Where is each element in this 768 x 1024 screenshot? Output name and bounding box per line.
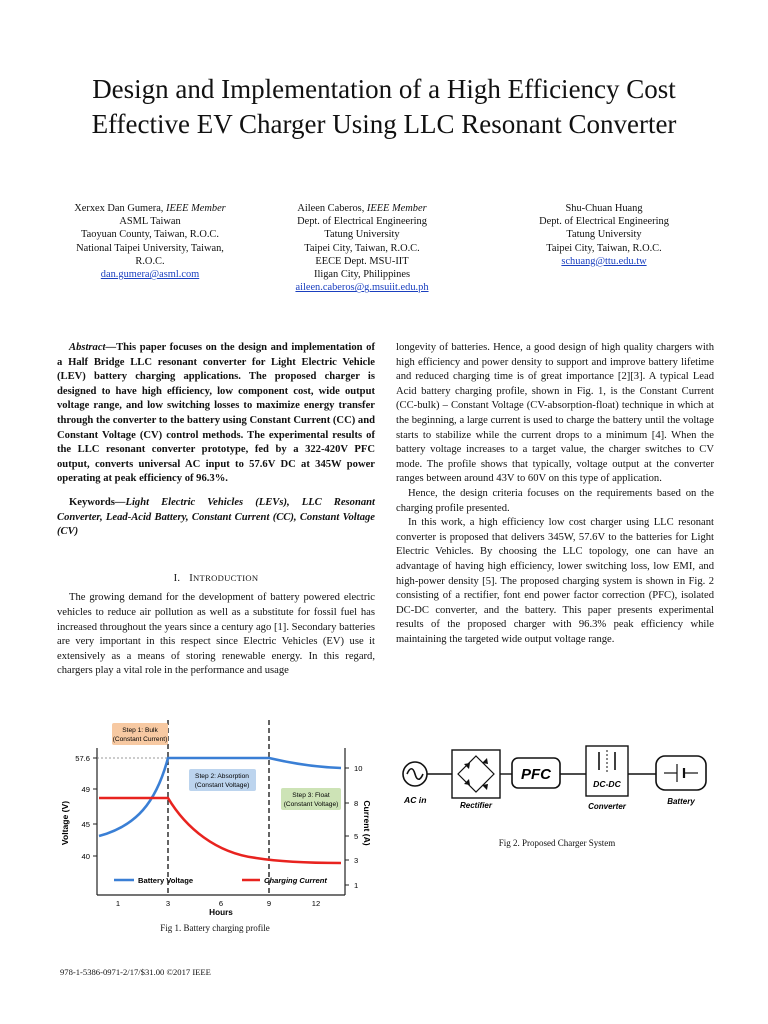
abstract-label: Abstract [69,342,106,353]
step-3-sublabel: (Constant Voltage) [283,801,339,808]
left-tick-label: 45 [81,820,90,829]
author-1 [50,202,250,281]
abstract [57,341,375,487]
battery-label: Battery [667,797,695,806]
diode-icon [464,758,488,790]
right-tick-label: 8 [354,799,359,808]
sine-wave-icon [407,769,423,780]
body-paragraph: longevity of batteries. Hence, a good design of high quality chargers with high efficiency and power density to support and improve battery lifetime and reduced charging time is of great importance [2][3]. A typical Lead Acid battery charging profile, shown in Fig. 1, is the Constant Current (CC-bulk) – Constant Voltage (CV-absorption-float) technique in which at the beginning, a large current is used to charge the battery until the voltage starts to stabilize while the current drops to a minimum [4]. When the battery voltage increases to a target value, the charger switches to CV mode. The profile shows that typically, voltage output at the converter ranges between around 43V to 60V on this type of application. [396,342,714,485]
affiliation-line: Iligan City, Philippines [313,269,411,281]
step-3-label: Step 3: Float [292,792,330,799]
intro-paragraph: The growing demand for the development of battery powered electric vehicles to reduce air pollution as well as a substitute for fossil fuel has increased throughout the years since a century ago [1]. Secondary batteries are very important in this respect since Electric Vehicles (EV) use it extensively as a means of storing renewable energy. In this regard, chargers play a vital role in the performance and usage [57,592,375,677]
affiliation-line: EECE Dept. MSU-IIT [315,255,409,267]
author-email-link[interactable]: schuang@ttu.edu.tw [561,255,647,267]
affiliation-line: Taipei City, Taiwan, R.O.C. [546,242,662,254]
figure-2-caption: Fig 2. Proposed Charger System [498,838,616,848]
ac-in-label: AC in [404,795,427,805]
figure-2-charger-system [398,740,716,814]
pfc-label: PFC [521,766,551,783]
left-tick-label: 49 [81,785,90,794]
author-2 [262,202,462,294]
right-tick-label: 5 [354,832,359,841]
author-email-link[interactable]: aileen.caberos@g.msuiit.edu.ph [295,282,429,294]
figure-1-caption: Fig 1. Battery charging profile [160,923,270,933]
legend-current-label: Charging Current [264,876,327,885]
author-3 [504,202,704,268]
affiliation-line: Taoyuan County, Taiwan, R.O.C. [81,229,219,241]
affiliation-line: ASML Taiwan [119,216,181,228]
step-2-sublabel: (Constant Voltage) [194,782,250,789]
diode-bridge-icon [458,756,494,792]
legend-voltage-label: Battery Voltage [138,876,194,885]
right-column [396,341,714,647]
left-tick-labels [75,754,97,861]
abstract-text: —This paper focuses on the design and implementation of a Half Bridge LLC resonant converter for Light Electric Vehicle (LEV) battery charging applications. The proposed charger is designed to have high efficiency, low component cost, wide output voltage range, and low switching losses to maximize energy transfer through the converter to the battery using Constant Current (CC) and Constant Voltage (CV) control methods. The experimental results of the LLC resonant converter prototype, fed by a 322-420V PFC output, converts universal AC input to 57.6V DC at 345W power operating at peak efficiency of 96.3%. [57,342,375,485]
right-tick-labels [345,764,362,890]
left-axis-label: Voltage (V) [60,800,70,846]
x-tick-label: 1 [115,899,121,908]
x-tick-label: 6 [218,899,224,908]
x-tick-labels [116,899,320,908]
affiliation-line: Taipei City, Taiwan, R.O.C. [304,242,420,254]
copyright-footer: 978-1-5386-0971-2/17/$31.00 ©2017 IEEE [60,967,211,977]
rectifier-label: Rectifier [459,801,493,810]
step-2-label: Step 2: Absorption [195,773,249,780]
keywords-label: Keywords [69,496,115,508]
left-tick-label: 57.6 [75,754,90,763]
right-tick-label: 10 [354,764,363,773]
step-1-sublabel: (Constant Current) [112,736,168,743]
right-tick-label: 3 [354,856,359,865]
affiliation-line: National Taipei University, Taiwan, [76,242,224,254]
dcdc-label: DC-DC [593,779,621,789]
right-axis-label: Current (A) [362,800,372,846]
affiliation-line: Dept. of Electrical Engineering [539,216,669,228]
body-paragraph: Hence, the design criteria focuses on the requirements based on the charging profile presented. [396,487,714,514]
author-name: Shu-Chuan Huang [565,203,643,214]
x-tick-label: 9 [266,899,272,908]
battery-block [656,756,706,790]
author-email-link[interactable]: dan.gumera@asml.com [100,269,200,281]
left-column [57,341,375,679]
rectifier-block [452,750,500,798]
figure-1-charging-profile [56,718,374,918]
paper-title: Design and Implementation of a High Efficiency Cost Effective EV Charger Using LLC Resonant Converter [91,74,677,139]
x-tick-label: 12 [311,899,321,908]
author-name: Aileen Caberos, [297,203,367,214]
author-role: IEEE Member [166,203,226,214]
author-role: IEEE Member [366,203,427,214]
affiliation-line: Dept. of Electrical Engineering [297,216,427,228]
affiliation-line: Tatung University [566,229,642,241]
keywords-text: —Light Electric Vehicles (LEVs), LLC Resonant Converter, Lead-Acid Battery, Constant Current (CC), Constant Voltage (CV) [57,496,375,538]
affiliation-line: Tatung University [324,229,400,241]
x-tick-label: 3 [165,899,171,908]
left-tick-label: 40 [81,852,90,861]
section-heading-introduction: I. INTRODUCTION [173,572,259,584]
converter-label: Converter [588,802,626,811]
author-name: Xerxex Dan Gumera, [74,203,166,214]
x-axis-label: Hours [209,908,233,917]
body-paragraph: In this work, a high efficiency low cost charger using LLC resonant converter is proposed that delivers 345W, 57.6V to the batteries for Light Electric Vehicles. By choosing the LLC topology, one can have an advantage of having high efficiency, lower switching loss, low EMI, and high-power density [5]. The proposed charging system is shown in Fig. 2 consisting of a rectifier, font end power factor correction (PFC), isolated DC-DC converter, and the battery. This paper presents experimental results of the proposed charger with 96.3% peak efficiency while maintaining the targeted wide output voltage range. [396,517,714,645]
right-tick-label: 1 [354,881,359,890]
step-1-label: Step 1: Bulk [122,727,158,734]
affiliation-line: R.O.C. [135,255,165,267]
keywords [57,496,375,540]
